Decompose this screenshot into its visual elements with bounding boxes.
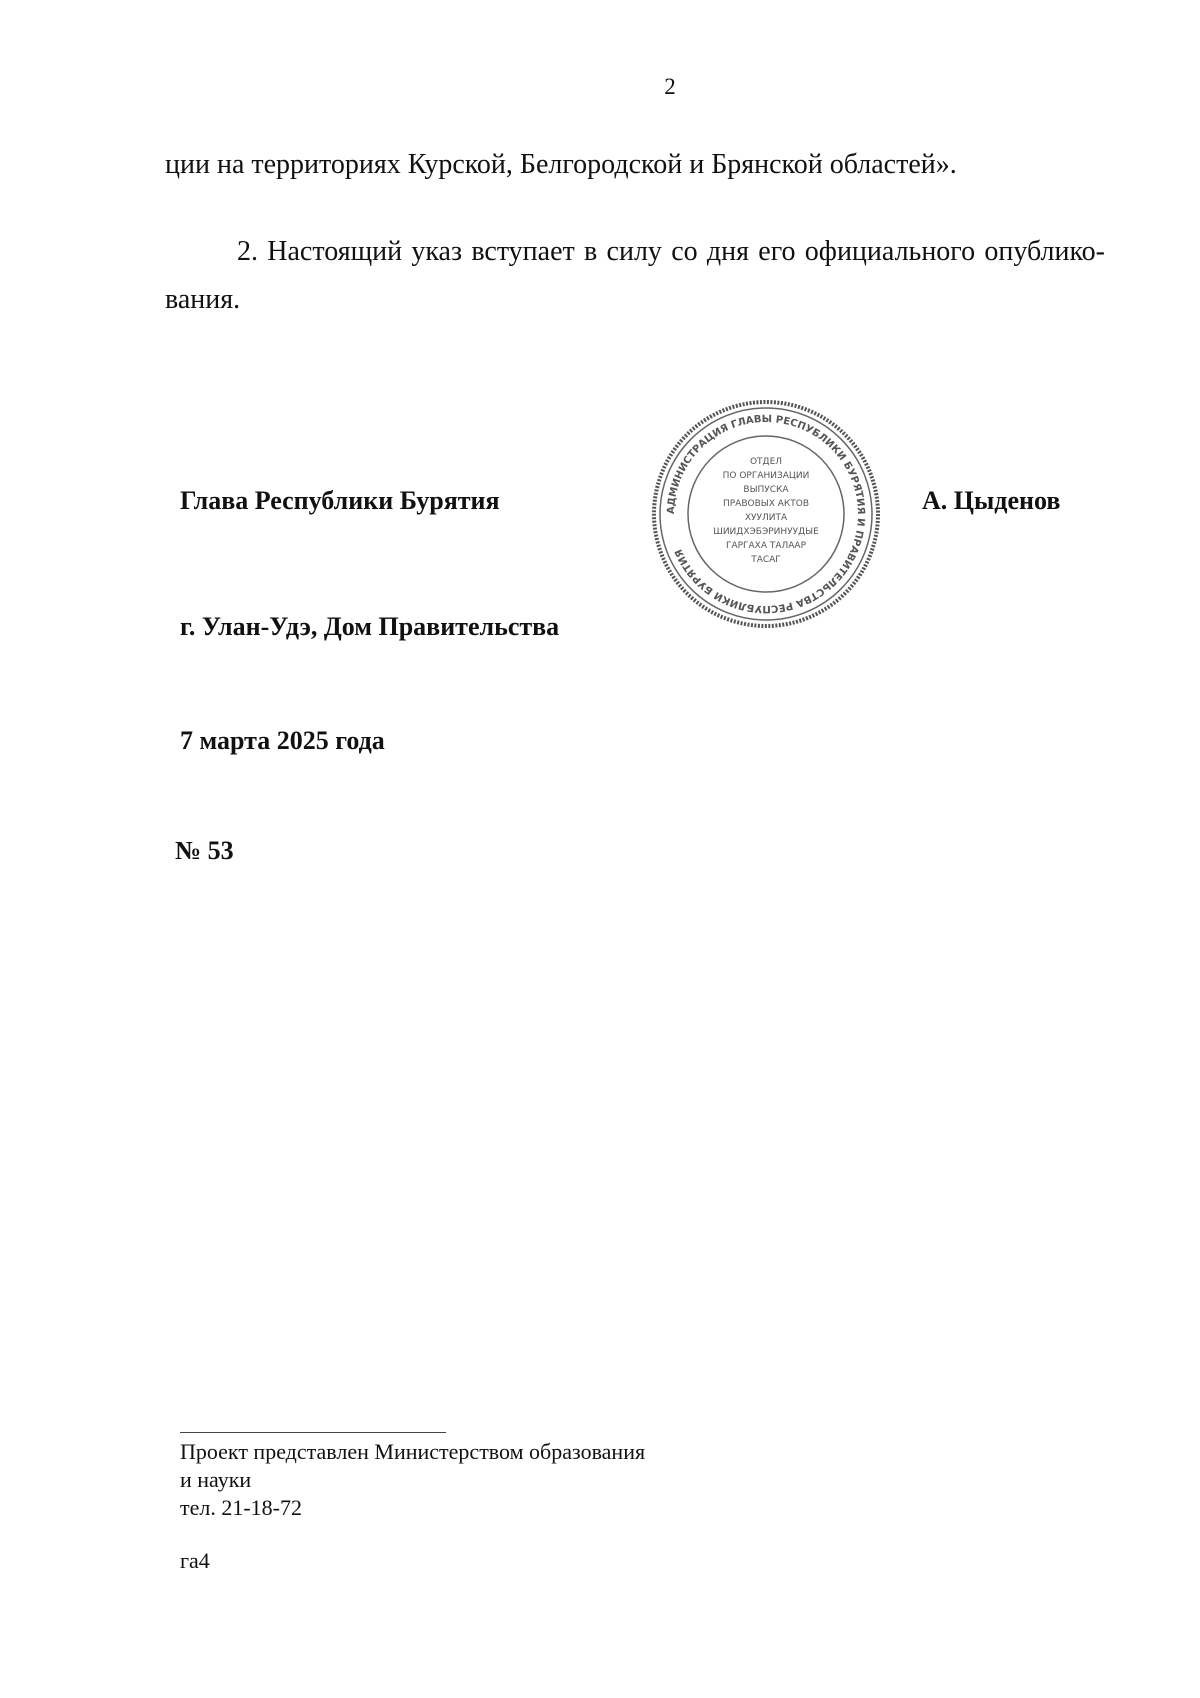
official-seal (648, 396, 884, 632)
page-number: 2 (664, 74, 676, 99)
footer-note (180, 1438, 645, 1522)
body-paragraph-2: 2. Настоящий указ вступает в силу со дня его официального опублико-вания. (165, 236, 1105, 315)
body-text-line: ции на территориях Курской, Белгородской и Брянской областей». (165, 149, 957, 180)
seal-inner-line: ПРАВОВЫХ АКТОВ (722, 499, 810, 509)
seal-inner-line: ХУУЛИТА (744, 513, 788, 523)
seal-inner-line: ТАСАГ (751, 555, 781, 565)
footer-line: Проект представлен Министерством образования (180, 1439, 646, 1464)
signing-place: г. Улан-Удэ, Дом Правительства (180, 612, 560, 641)
seal-inner-line: ПО ОРГАНИЗАЦИИ (722, 471, 810, 481)
document-code: га4 (180, 1548, 210, 1573)
footer-phone: тел. 21-18-72 (180, 1495, 303, 1520)
footer-divider (180, 1432, 446, 1433)
footer-line: и науки (180, 1467, 252, 1492)
seal-inner-line: ВЫПУСКА (743, 485, 789, 495)
decree-number: № 53 (175, 836, 234, 865)
signatory-position: Глава Республики Бурятия (180, 486, 500, 515)
signatory-name: А. Цыденов (922, 486, 1061, 515)
seal-inner-line: ШИИДХЭБЭРИНУУДЫЕ (713, 527, 819, 537)
seal-inner-line: ГАРГАХА ТАЛААР (725, 541, 807, 551)
signing-date: 7 марта 2025 года (180, 726, 385, 755)
seal-outer-text: АДМИНИСТРАЦИЯ ГЛАВЫ РЕСПУБЛИКИ БУРЯТИЯ И ПРАВИТЕЛЬСТВА РЕСПУБЛИКИ БУРЯТИЯ (665, 413, 867, 615)
seal-inner-line: ОТДЕЛ (749, 457, 783, 467)
